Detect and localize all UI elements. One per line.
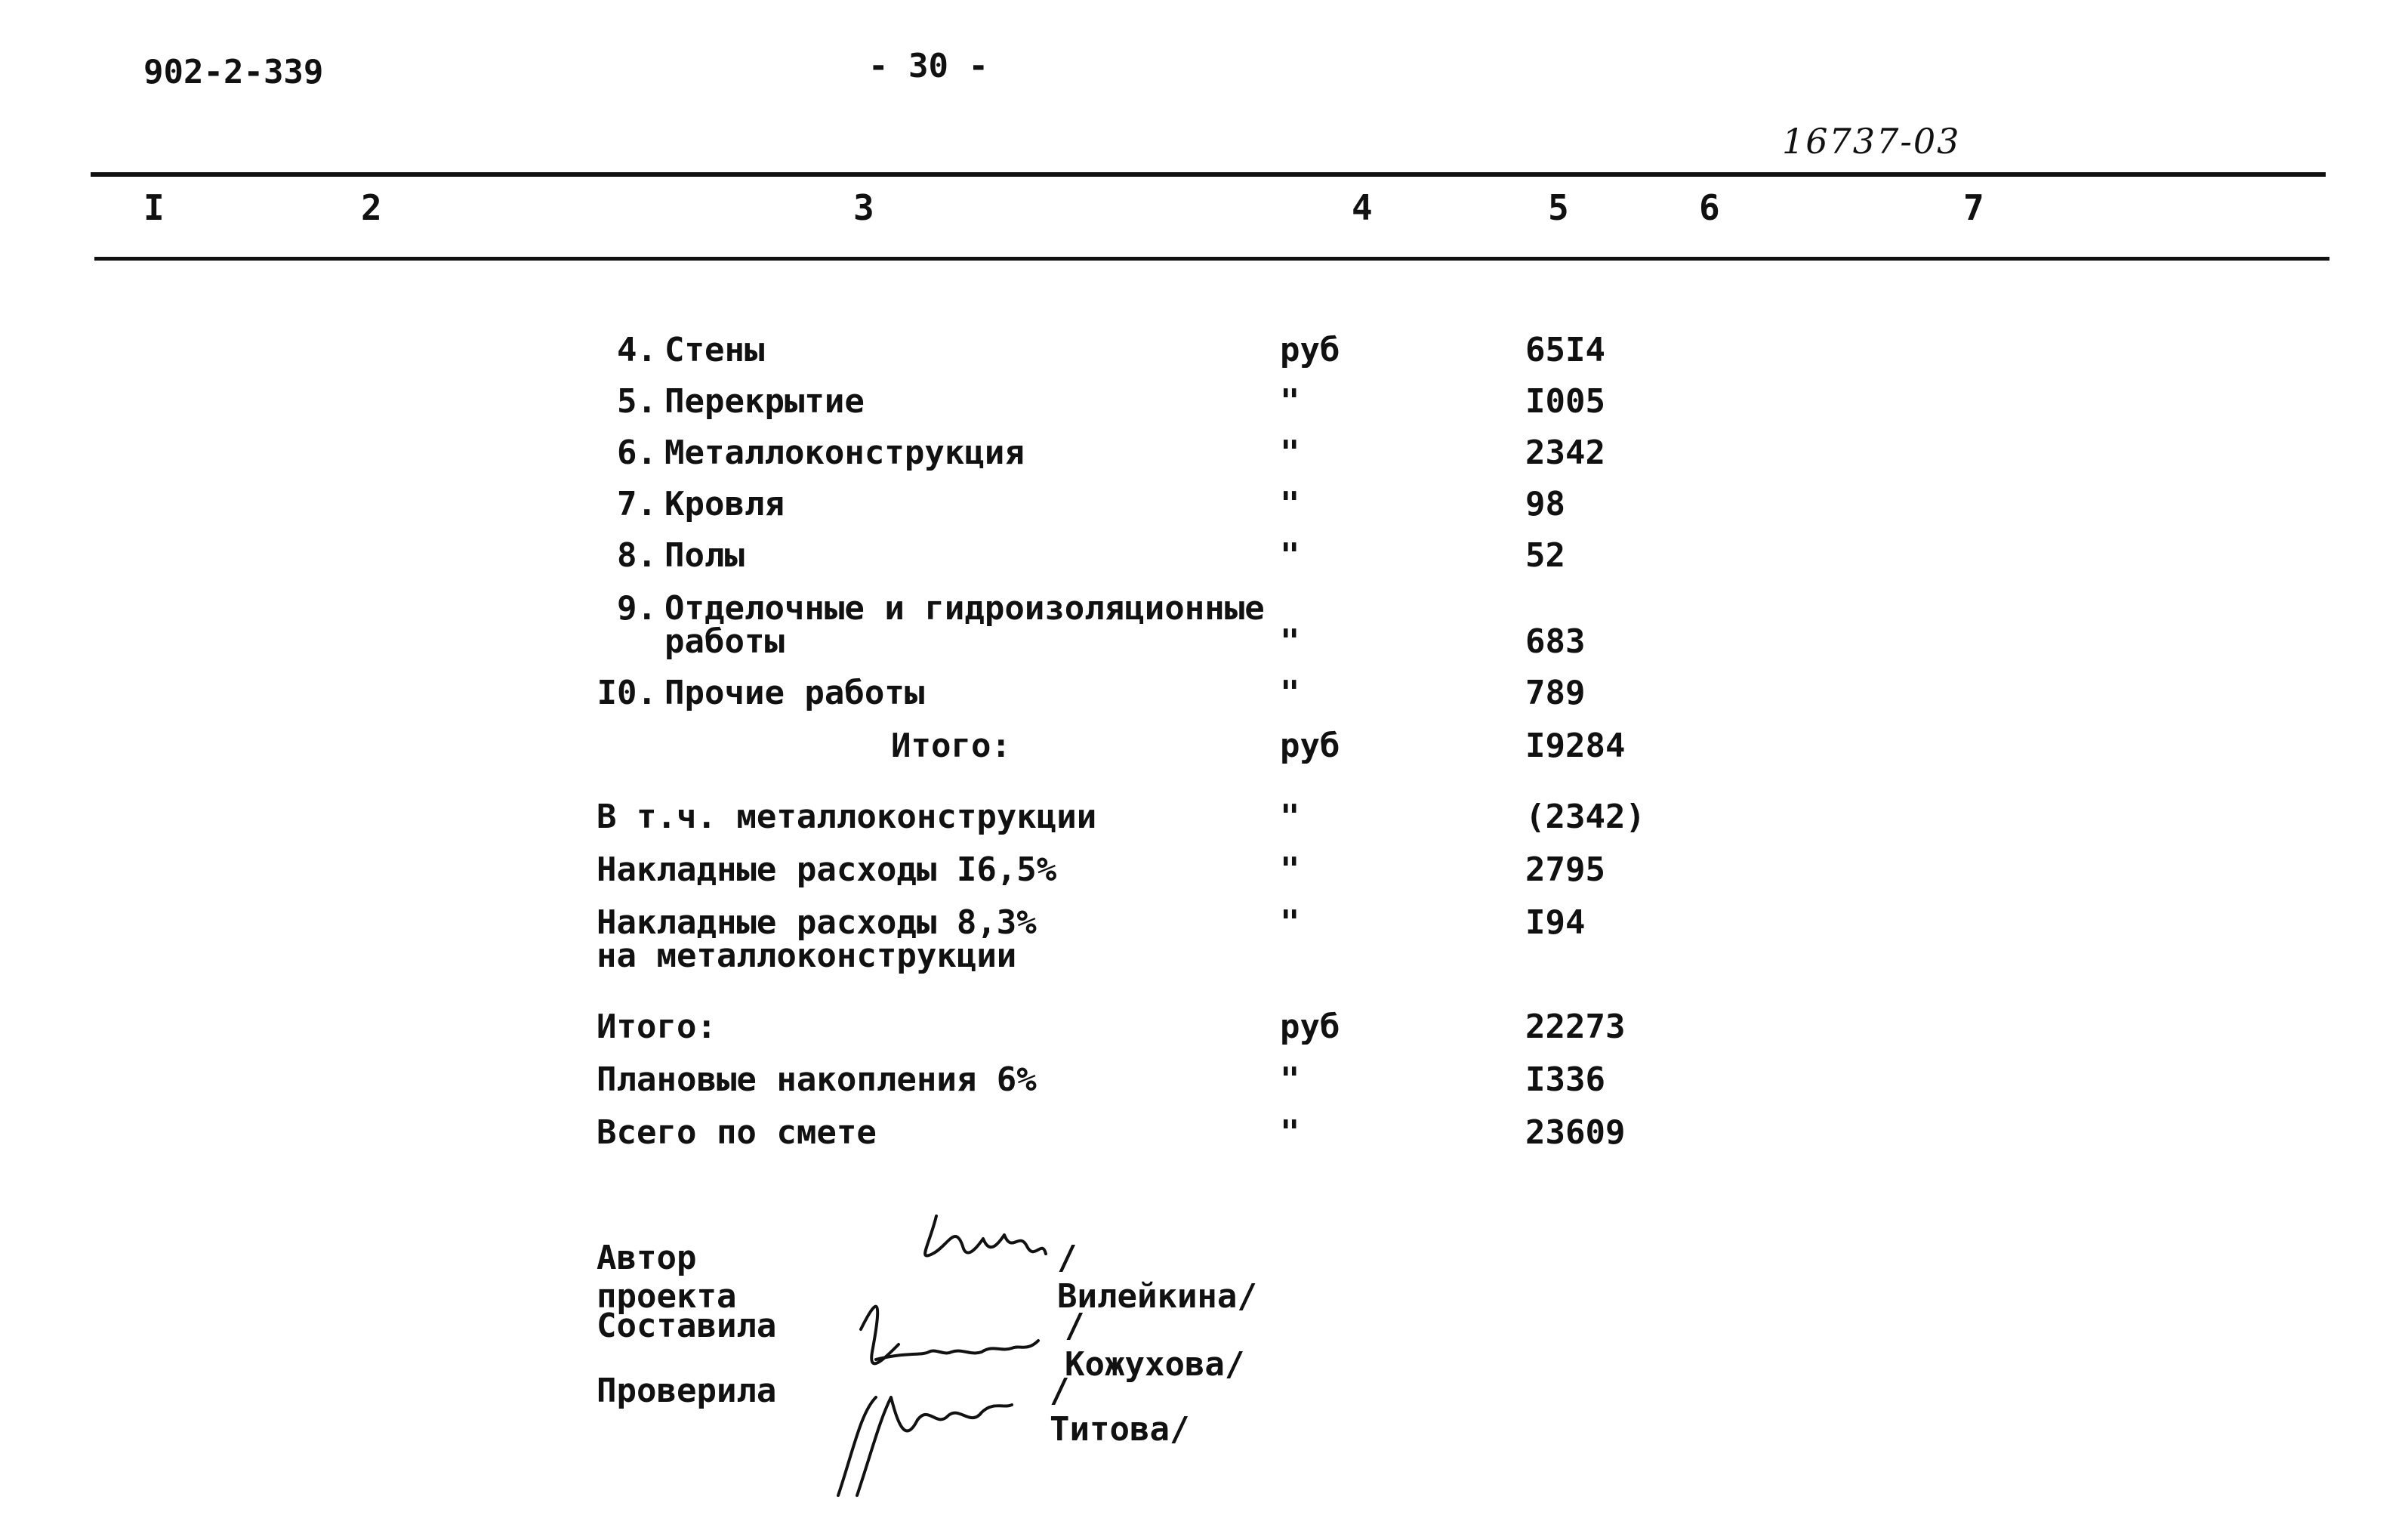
row-label: Полы <box>664 536 745 575</box>
table-row <box>574 850 1707 896</box>
row-label-continuation: на металлоконструкции <box>597 937 1017 975</box>
total-row <box>574 1113 1707 1159</box>
table-row <box>574 331 1707 376</box>
row-unit: " <box>1280 434 1300 472</box>
row-label: Плановые накопления 6% <box>597 1060 1037 1099</box>
row-label: Кровля <box>664 485 785 523</box>
subtotal-label: Итого: <box>891 727 1011 765</box>
total-unit: " <box>1280 1113 1300 1152</box>
row-unit: " <box>1280 485 1300 523</box>
row-value: I005 <box>1525 382 1605 421</box>
row-number: 5. <box>617 382 657 421</box>
header-bottom-rule <box>94 257 2329 261</box>
signature-role: Составила <box>597 1307 777 1345</box>
signature-name: /Кожухова/ <box>1065 1307 1245 1384</box>
signature-name: /Титова/ <box>1050 1372 1190 1449</box>
table-row <box>574 589 1707 672</box>
signature-role: Автор проекта <box>597 1239 737 1316</box>
row-label: Стены <box>664 331 765 369</box>
subtotal-label: Итого: <box>597 1008 717 1046</box>
table-row <box>574 1060 1707 1106</box>
subtotal-value: 22273 <box>1525 1008 1626 1046</box>
subtotal-unit: руб <box>1280 727 1340 765</box>
row-value: 98 <box>1525 485 1565 523</box>
row-label: Перекрытие <box>664 382 865 421</box>
row-label: Отделочные и гидроизоляционные <box>664 589 1265 628</box>
column-number-4: 4 <box>1352 187 1373 228</box>
table-row <box>574 674 1707 719</box>
signature-name: /Вилейкина/ <box>1057 1239 1257 1316</box>
table-row <box>574 903 1707 986</box>
row-label: Металлоконструкция <box>664 434 1025 472</box>
row-unit: " <box>1280 382 1300 421</box>
row-number: 7. <box>617 485 657 523</box>
row-value: 52 <box>1525 536 1565 575</box>
row-label: Накладные расходы 8,3% <box>597 903 1037 942</box>
page-number: - 30 - <box>868 47 988 85</box>
row-unit: " <box>1280 536 1300 575</box>
table-row <box>574 485 1707 530</box>
column-number-6: 6 <box>1699 187 1720 228</box>
row-value: (2342) <box>1525 798 1645 836</box>
total-value: 23609 <box>1525 1113 1626 1152</box>
row-value: 2342 <box>1525 434 1605 472</box>
row-unit: " <box>1280 798 1300 836</box>
header-top-rule <box>91 172 2326 177</box>
subtotal-row <box>574 727 1707 772</box>
table-row <box>574 536 1707 582</box>
row-value: 789 <box>1525 674 1586 712</box>
row-unit: " <box>1280 622 1300 661</box>
handwritten-signatures <box>785 1201 1102 1518</box>
document-code: 902-2-339 <box>143 53 324 91</box>
row-number: 4. <box>617 331 657 369</box>
column-number-7: 7 <box>1963 187 1984 228</box>
row-number: 6. <box>617 434 657 472</box>
table-row <box>574 434 1707 479</box>
handwritten-code: 16737-03 <box>1782 121 1961 162</box>
subtotal-unit: руб <box>1280 1008 1340 1046</box>
subtotal-value: I9284 <box>1525 727 1626 765</box>
column-number-1: I <box>143 187 165 228</box>
row-value: I94 <box>1525 903 1586 942</box>
row-unit: " <box>1280 903 1300 942</box>
column-number-2: 2 <box>361 187 382 228</box>
row-label: Прочие работы <box>664 674 925 712</box>
subtotal-row <box>574 1008 1707 1053</box>
row-value: 2795 <box>1525 850 1605 889</box>
row-value: I336 <box>1525 1060 1605 1099</box>
row-unit: " <box>1280 1060 1300 1099</box>
row-label-continuation: работы <box>664 622 785 661</box>
row-unit: " <box>1280 674 1300 712</box>
signature-scribble-compiler <box>861 1307 1038 1364</box>
row-value: 683 <box>1525 622 1586 661</box>
column-number-3: 3 <box>853 187 874 228</box>
table-row <box>574 798 1707 843</box>
signature-scribble-author <box>925 1216 1046 1256</box>
row-unit: " <box>1280 850 1300 889</box>
row-number: 9. <box>617 589 657 628</box>
signature-scribble-checker <box>838 1397 1012 1495</box>
signature-role: Проверила <box>597 1372 777 1410</box>
row-value: 65I4 <box>1525 331 1605 369</box>
total-label: Всего по смете <box>597 1113 877 1152</box>
row-number: I0. <box>597 674 657 712</box>
row-unit: руб <box>1280 331 1340 369</box>
row-number: 8. <box>617 536 657 575</box>
column-number-5: 5 <box>1548 187 1569 228</box>
table-row <box>574 382 1707 427</box>
row-label: Накладные расходы I6,5% <box>597 850 1057 889</box>
row-label: В т.ч. металлоконструкции <box>597 798 1097 836</box>
